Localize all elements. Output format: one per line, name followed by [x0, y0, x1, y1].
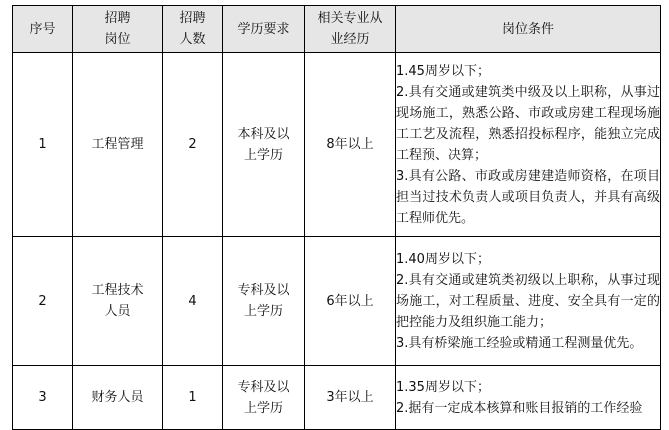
- condition-item: 1.45周岁以下；: [396, 63, 490, 79]
- cell-position: 工程技术 人员: [73, 237, 163, 366]
- cell-position: 工程管理: [73, 53, 163, 237]
- condition-item: 2.据有一定成本核算和账目报销的工作经验: [396, 400, 643, 416]
- cell-count: 2: [163, 53, 223, 237]
- condition-item: 1.40周岁以下；: [396, 251, 490, 267]
- condition-item: 1.35周岁以下；: [396, 379, 490, 395]
- cell-conditions: [396, 53, 661, 237]
- condition-item: 2.具有交通或建筑类中级及以上职称，从事过现场施工，熟悉公路、市政或房建工程现场施工工艺及流程，熟悉招投标程序，能独立完成工程预、决算；: [396, 84, 660, 163]
- cell-conditions: [396, 366, 661, 430]
- header-position: 招聘 岗位: [73, 6, 163, 53]
- header-index: 序号: [13, 6, 73, 53]
- cell-index: 2: [13, 237, 73, 366]
- cell-count: 1: [163, 366, 223, 430]
- cell-position: 财务人员: [73, 366, 163, 430]
- table-row: [13, 237, 661, 366]
- header-education: 学历要求: [223, 6, 305, 53]
- cell-conditions: [396, 237, 661, 366]
- cell-index: 1: [13, 53, 73, 237]
- condition-item: 3.具有桥梁施工经验或精通工程测量优先。: [396, 335, 643, 351]
- recruitment-table: [12, 5, 661, 430]
- condition-item: 2.具有交通或建筑类初级以上职称，从事过现场施工，对工程质量、进度、安全具有一定的把控能力及组织施工能力；: [396, 272, 660, 330]
- cell-experience: 8年以上: [305, 53, 396, 237]
- cell-count: 4: [163, 237, 223, 366]
- cell-education: 专科及以 上学历: [223, 237, 305, 366]
- header-row: [13, 6, 661, 53]
- cell-index: 3: [13, 366, 73, 430]
- cell-education: 本科及以 上学历: [223, 53, 305, 237]
- condition-item: 3.具有公路、市政或房建建造师资格，在项目担当过技术负责人或项目负责人，并具有高级工程师优先。: [396, 168, 660, 226]
- cell-experience: 6年以上: [305, 237, 396, 366]
- cell-education: 专科及以 上学历: [223, 366, 305, 430]
- header-count: 招聘 人数: [163, 6, 223, 53]
- table-row: [13, 53, 661, 237]
- cell-experience: 3年以上: [305, 366, 396, 430]
- table-row: [13, 366, 661, 430]
- header-conditions: 岗位条件: [396, 6, 661, 53]
- header-experience: 相关专业从 业经历: [305, 6, 396, 53]
